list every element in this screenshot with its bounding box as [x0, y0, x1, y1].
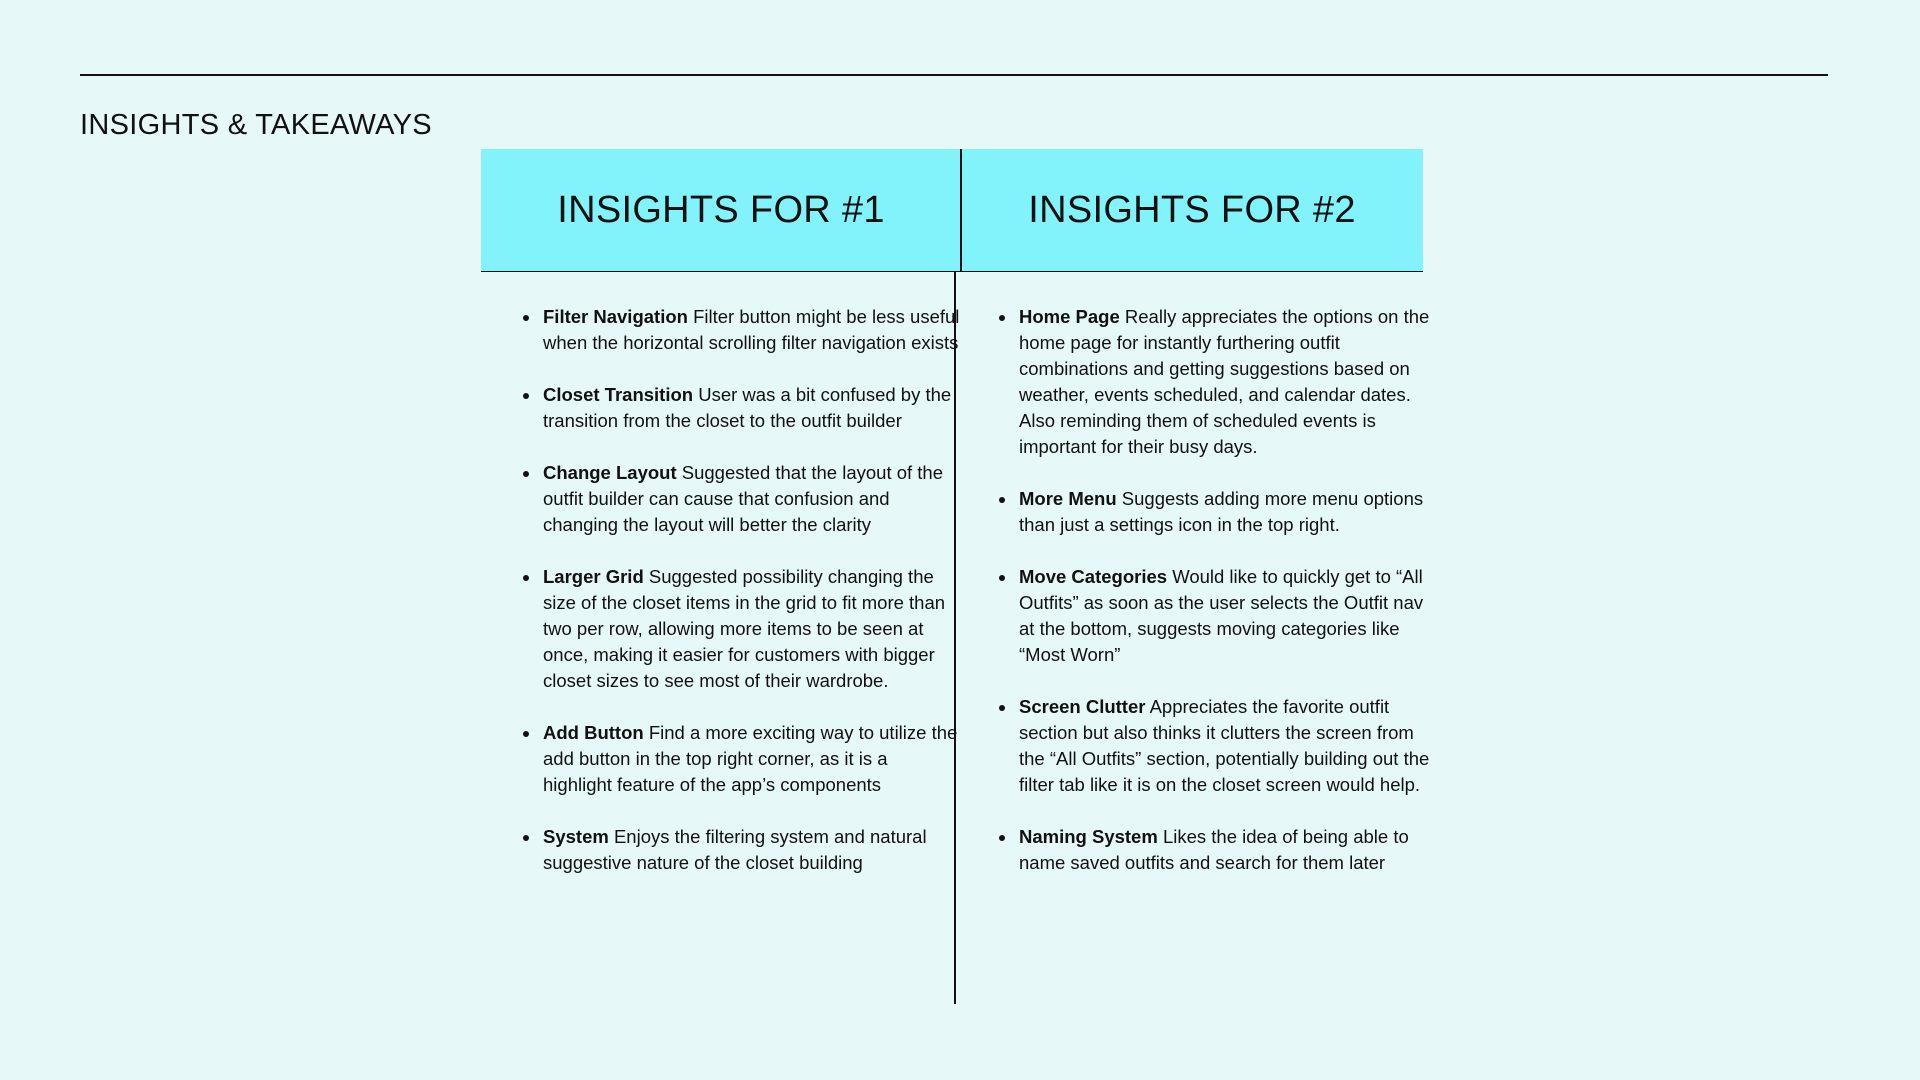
insight-text: Appreciates the favorite outfit section but also thinks it clutters the screen from the “All Outfits” section, potentially building out the filter tab like it is on the closet screen would help.	[1019, 696, 1430, 795]
list-item	[1017, 564, 1437, 668]
insight-label: Change Layout	[543, 462, 677, 483]
insights-list-1	[519, 304, 961, 902]
top-divider-line	[80, 74, 1828, 76]
list-item	[541, 382, 961, 434]
list-item	[541, 720, 961, 798]
page-title: INSIGHTS & TAKEAWAYS	[80, 109, 432, 141]
list-item	[541, 564, 961, 694]
insight-text: User was a bit confused by the transition from the closet to the outfit builder	[543, 384, 952, 431]
column-divider-header	[960, 149, 962, 272]
insight-label: Add Button	[543, 722, 644, 743]
list-item	[541, 460, 961, 538]
insight-text: Really appreciates the options on the home page for instantly furthering outfit combinations and getting suggestions based on weather, events scheduled, and calendar dates. Also reminding them of scheduled events is important for their busy days.	[1019, 306, 1430, 457]
list-item	[541, 304, 961, 356]
list-item	[1017, 694, 1437, 798]
list-item	[1017, 824, 1437, 876]
insight-label: More Menu	[1019, 488, 1117, 509]
insight-label: Screen Clutter	[1019, 696, 1146, 717]
insights-list-2	[995, 304, 1437, 902]
insight-label: Naming System	[1019, 826, 1158, 847]
insight-text: Suggested that the layout of the outfit builder can cause that confusion and changing the layout will better the clarity	[543, 462, 944, 535]
insight-label: Move Categories	[1019, 566, 1168, 587]
insight-text: Likes the idea of being able to name saved outfits and search for them later	[1019, 826, 1409, 873]
insight-label: Home Page	[1019, 306, 1120, 327]
list-item	[1017, 304, 1437, 460]
insight-text: Find a more exciting way to utilize the add button in the top right corner, as it is a highlight feature of the app’s components	[543, 722, 958, 795]
list-item	[1017, 486, 1437, 538]
insight-text: Filter button might be less useful when the horizontal scrolling filter navigation exists	[543, 306, 960, 353]
list-item	[541, 824, 961, 876]
insight-label: Larger Grid	[543, 566, 644, 587]
insight-text: Enjoys the filtering system and natural suggestive nature of the closet building	[543, 826, 927, 873]
column-2-header: INSIGHTS FOR #2	[961, 149, 1423, 272]
insight-text: Suggested possibility changing the size of the closet items in the grid to fit more than two per row, allowing more items to be seen at once, making it easier for customers with bigger closet sizes to see most of their wardrobe.	[543, 566, 946, 691]
column-1-header: INSIGHTS FOR #1	[481, 149, 961, 272]
insight-text: Suggests adding more menu options than just a settings icon in the top right.	[1019, 488, 1424, 535]
insight-text: Would like to quickly get to “All Outfits” as soon as the user selects the Outfit nav at the bottom, suggests moving categories like “Most Worn”	[1019, 566, 1424, 665]
insight-label: System	[543, 826, 609, 847]
insight-label: Closet Transition	[543, 384, 694, 405]
insight-label: Filter Navigation	[543, 306, 688, 327]
